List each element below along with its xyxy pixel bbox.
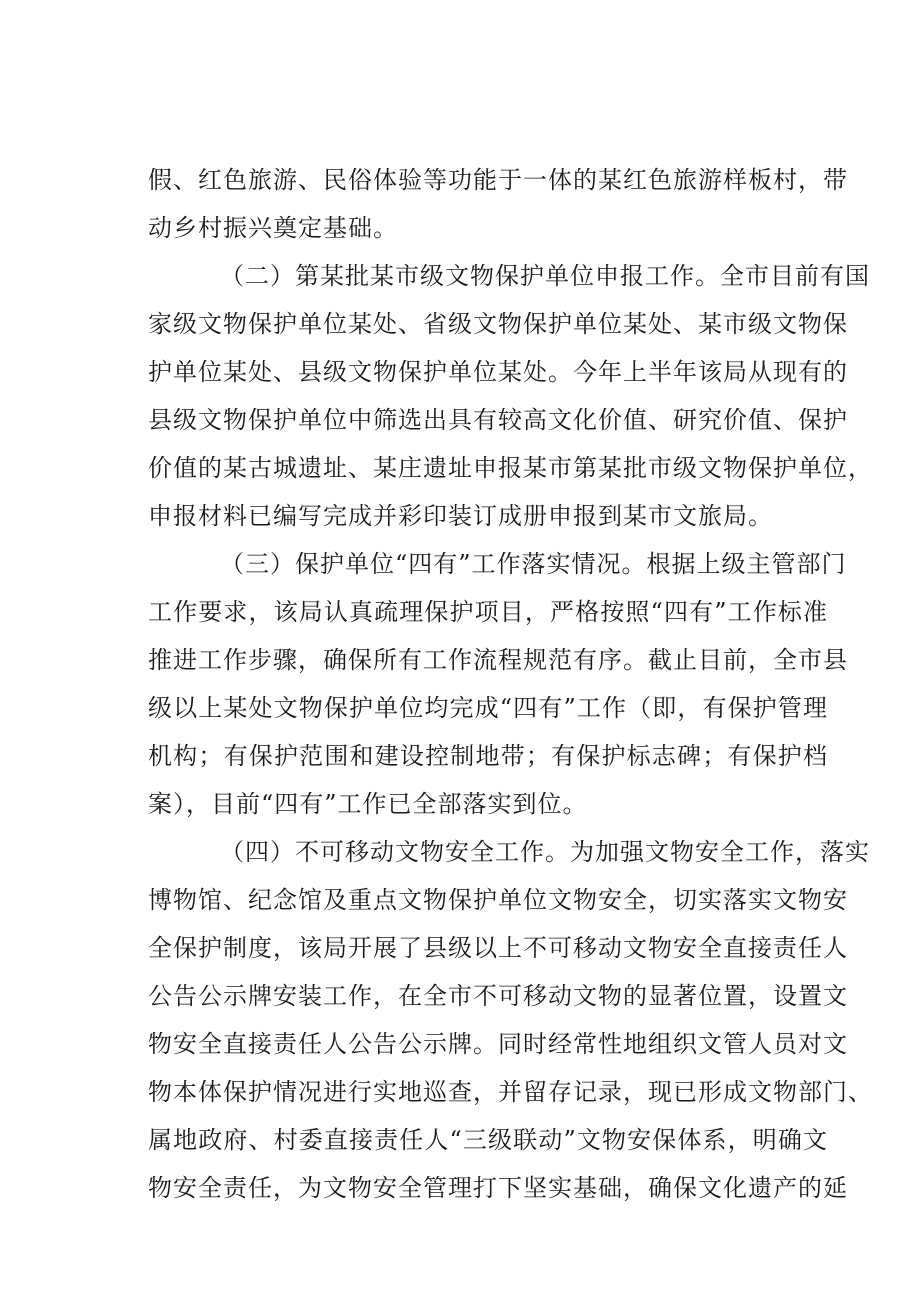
- text-line: 博物馆、纪念馆及重点文物保护单位文物安全，切实落实文物安: [148, 886, 848, 914]
- text-line: 护单位某处、县级文物保护单位某处。今年上半年该局从现有的: [148, 358, 848, 386]
- text-line: 县级文物保护单位中筛选出具有较高文化价值、研究价值、保护: [148, 406, 848, 434]
- text-line: 家级文物保护单位某处、省级文物保护单位某处、某市级文物保: [148, 310, 848, 338]
- text-line: 物安全责任，为文物安全管理打下坚实基础，确保文化遗产的延: [148, 1174, 848, 1202]
- text-line: 申报材料已编写完成并彩印装订成册申报到某市文旅局。: [148, 502, 773, 530]
- text-line: 假、红色旅游、民俗体验等功能于一体的某红色旅游样板村，带: [148, 166, 848, 194]
- text-line: 物安全直接责任人公告公示牌。同时经常性地组织文管人员对文: [148, 1030, 848, 1058]
- text-line: 工作要求，该局认真疏理保护项目，严格按照“四有”工作标准: [148, 598, 828, 626]
- text-line: 属地政府、村委直接责任人“三级联动”文物安保体系，明确文: [148, 1126, 828, 1154]
- text-line: 物本体保护情况进行实地巡查，并留存记录，现已形成文物部门、: [148, 1078, 873, 1106]
- text-line: 动乡村振兴奠定基础。: [148, 214, 398, 242]
- text-line: 级以上某处文物保护单位均完成“四有”工作（即，有保护管理: [148, 694, 828, 722]
- text-line: 机构；有保护范围和建设控制地带；有保护标志碑；有保护档: [148, 742, 828, 770]
- paragraph-heading-line: （二）第某批某市级文物保护单位申报工作。全市目前有国: [220, 262, 870, 290]
- text-line: 价值的某古城遗址、某庄遗址申报某市第某批市级文物保护单位，: [148, 454, 873, 482]
- text-line: 全保护制度，该局开展了县级以上不可移动文物安全直接责任人: [148, 934, 848, 962]
- text-line: 案），目前“四有”工作已全部落实到位。: [148, 790, 588, 818]
- paragraph-heading-line: （三）保护单位“四有”工作落实情况。根据上级主管部门: [220, 550, 847, 578]
- text-line: 公告公示牌安装工作，在全市不可移动文物的显著位置，设置文: [148, 982, 848, 1010]
- text-line: 推进工作步骤，确保所有工作流程规范有序。截止目前，全市县: [148, 646, 848, 674]
- paragraph-heading-line: （四）不可移动文物安全工作。为加强文物安全工作，落实: [220, 838, 870, 866]
